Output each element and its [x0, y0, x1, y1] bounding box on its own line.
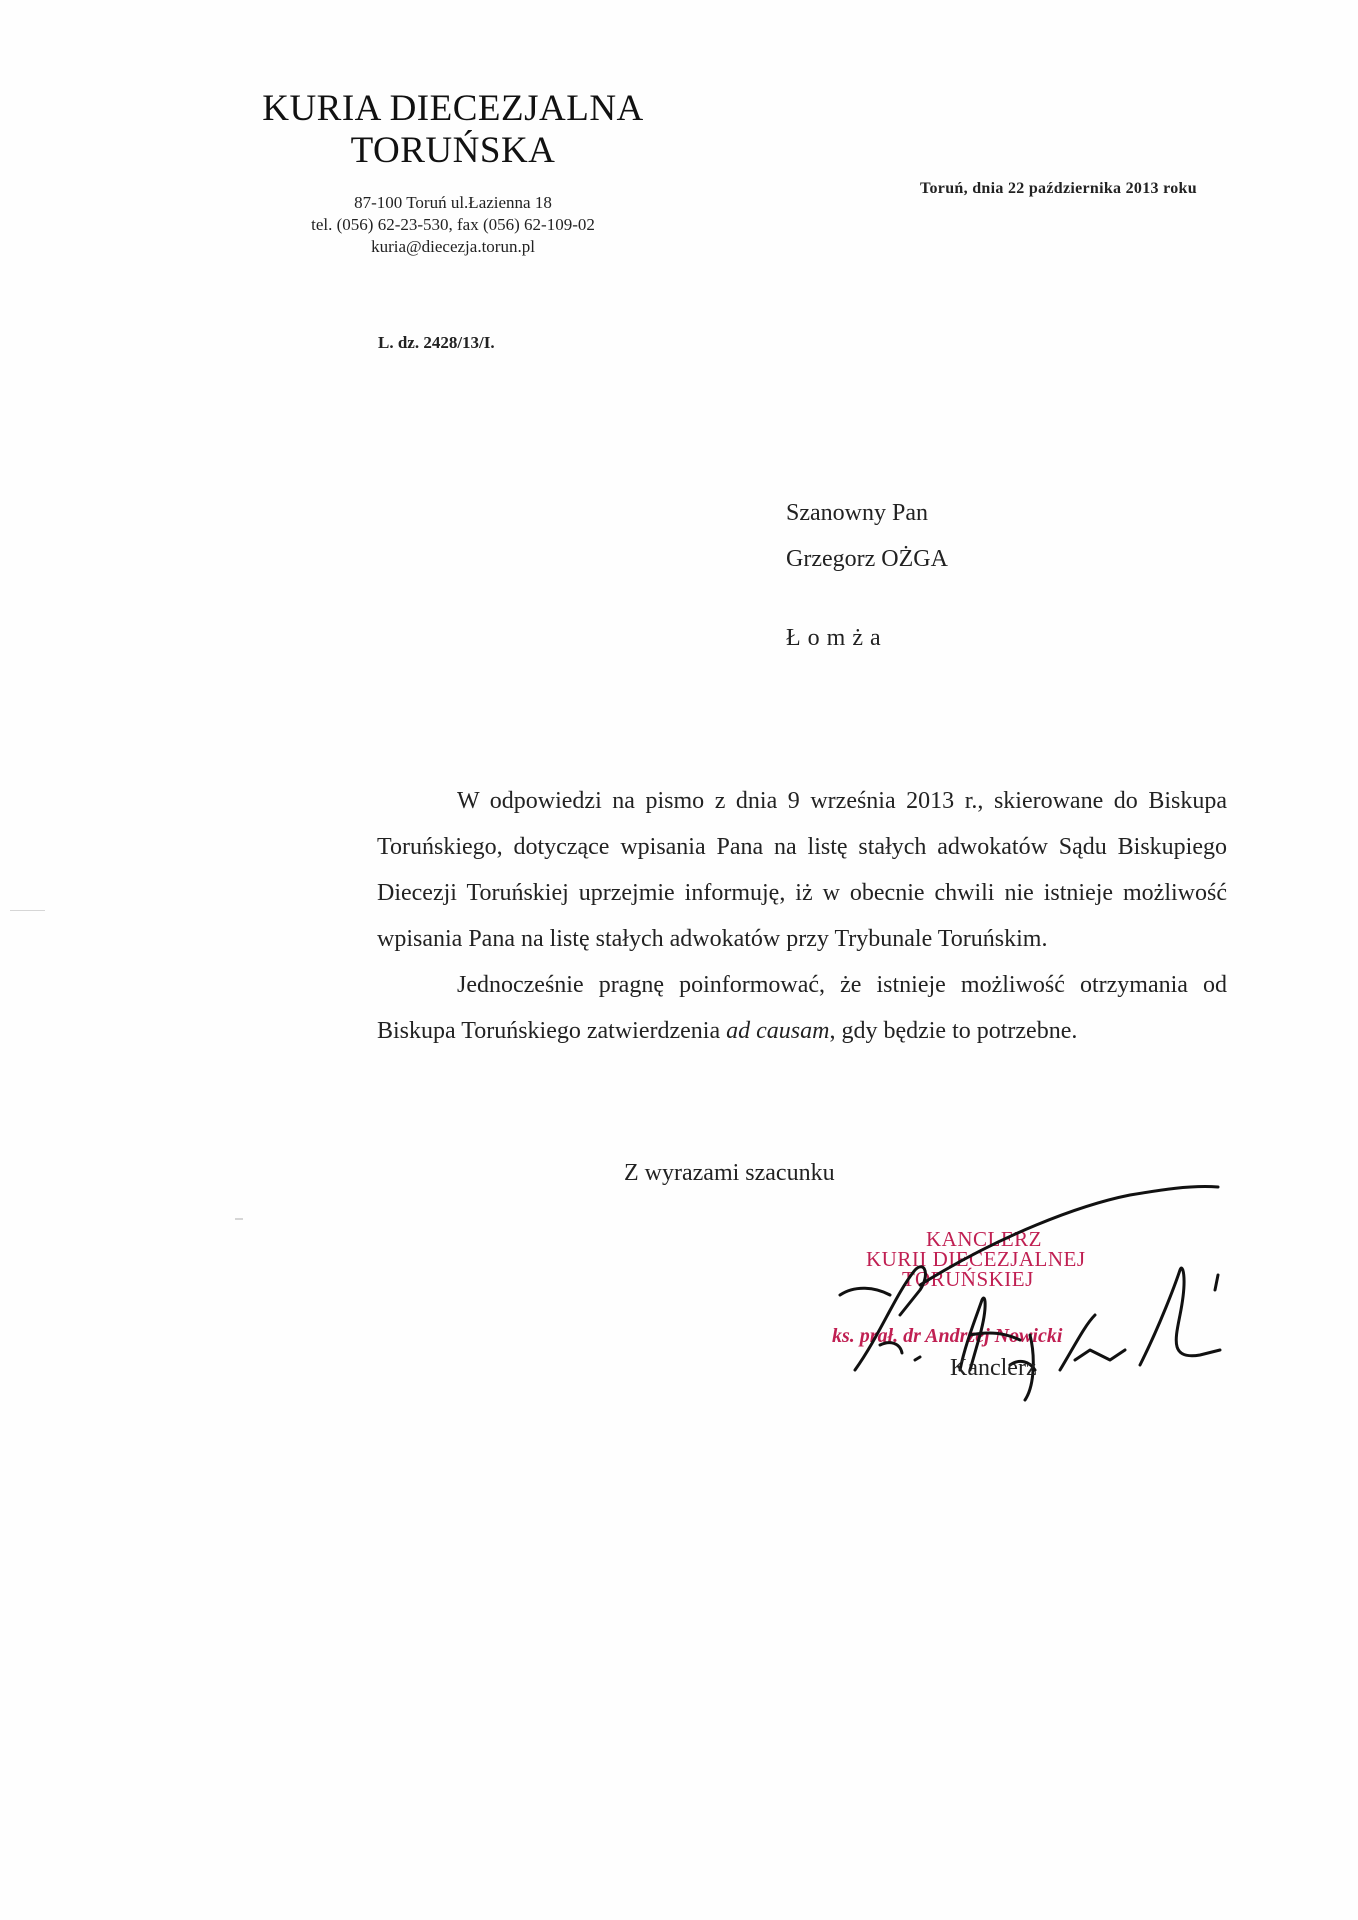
- stamp-line-2: KURII DIECEZJALNEJ: [866, 1247, 1086, 1271]
- closing-phrase: Z wyrazami szacunku: [624, 1160, 835, 1186]
- letter-date: Toruń, dnia 22 października 2013 roku: [920, 180, 1197, 197]
- contact-info: [218, 192, 688, 258]
- org-name-line1: KURIA DIECEZJALNA: [262, 88, 644, 129]
- body-paragraph-2-start: Jednocześnie pragnę poinformować, że istnieje możliwość otrzymania od Biskupa Toruńskiego zatwierdzenia: [377, 972, 1227, 1044]
- body-paragraph-2-italic: ad causam: [726, 1018, 830, 1044]
- stamp-line-1: KANCLERZ: [926, 1227, 1042, 1251]
- email: kuria@diecezja.torun.pl: [371, 237, 535, 256]
- org-name-line2: TORUŃSKA: [350, 130, 556, 171]
- recipient-city: Łomża: [786, 625, 888, 651]
- body-paragraph-1: W odpowiedzi na pismo z dnia 9 września 2013 r., skierowane do Biskupa Toruńskiego, dotyczące wpisania Pana na listę stałych adwokatów Sądu Biskupiego Diecezji Toruńskiej uprzejmie informuję, iż w obecnie chwili nie istnieje możliwość wpisania Pana na listę stałych adwokatów przy Trybunale Toruńskim.: [377, 788, 1227, 952]
- body-paragraph-2-end: , gdy będzie to potrzebne.: [829, 1018, 1078, 1044]
- scan-artifact: [10, 910, 45, 911]
- letterhead: [218, 88, 688, 258]
- body-paragraph-2: [377, 962, 1227, 1054]
- stamp-line-3: TORUŃSKIEJ: [902, 1267, 1034, 1291]
- letter-body: [377, 778, 1227, 1054]
- recipient-salutation: Szanowny Pan: [786, 500, 928, 526]
- scan-artifact: [235, 1218, 243, 1220]
- reference-number: L. dz. 2428/13/I.: [378, 333, 495, 352]
- stamp-name: ks. prał. dr Andrzej Nowicki: [832, 1325, 1063, 1347]
- phone-fax: tel. (056) 62-23-530, fax (056) 62-109-02: [311, 215, 595, 234]
- signer-title: Kanclerz: [950, 1355, 1037, 1381]
- address: 87-100 Toruń ul.Łazienna 18: [354, 193, 552, 212]
- recipient-name: Grzegorz OŻGA: [786, 546, 948, 572]
- recipient-block: [786, 490, 948, 582]
